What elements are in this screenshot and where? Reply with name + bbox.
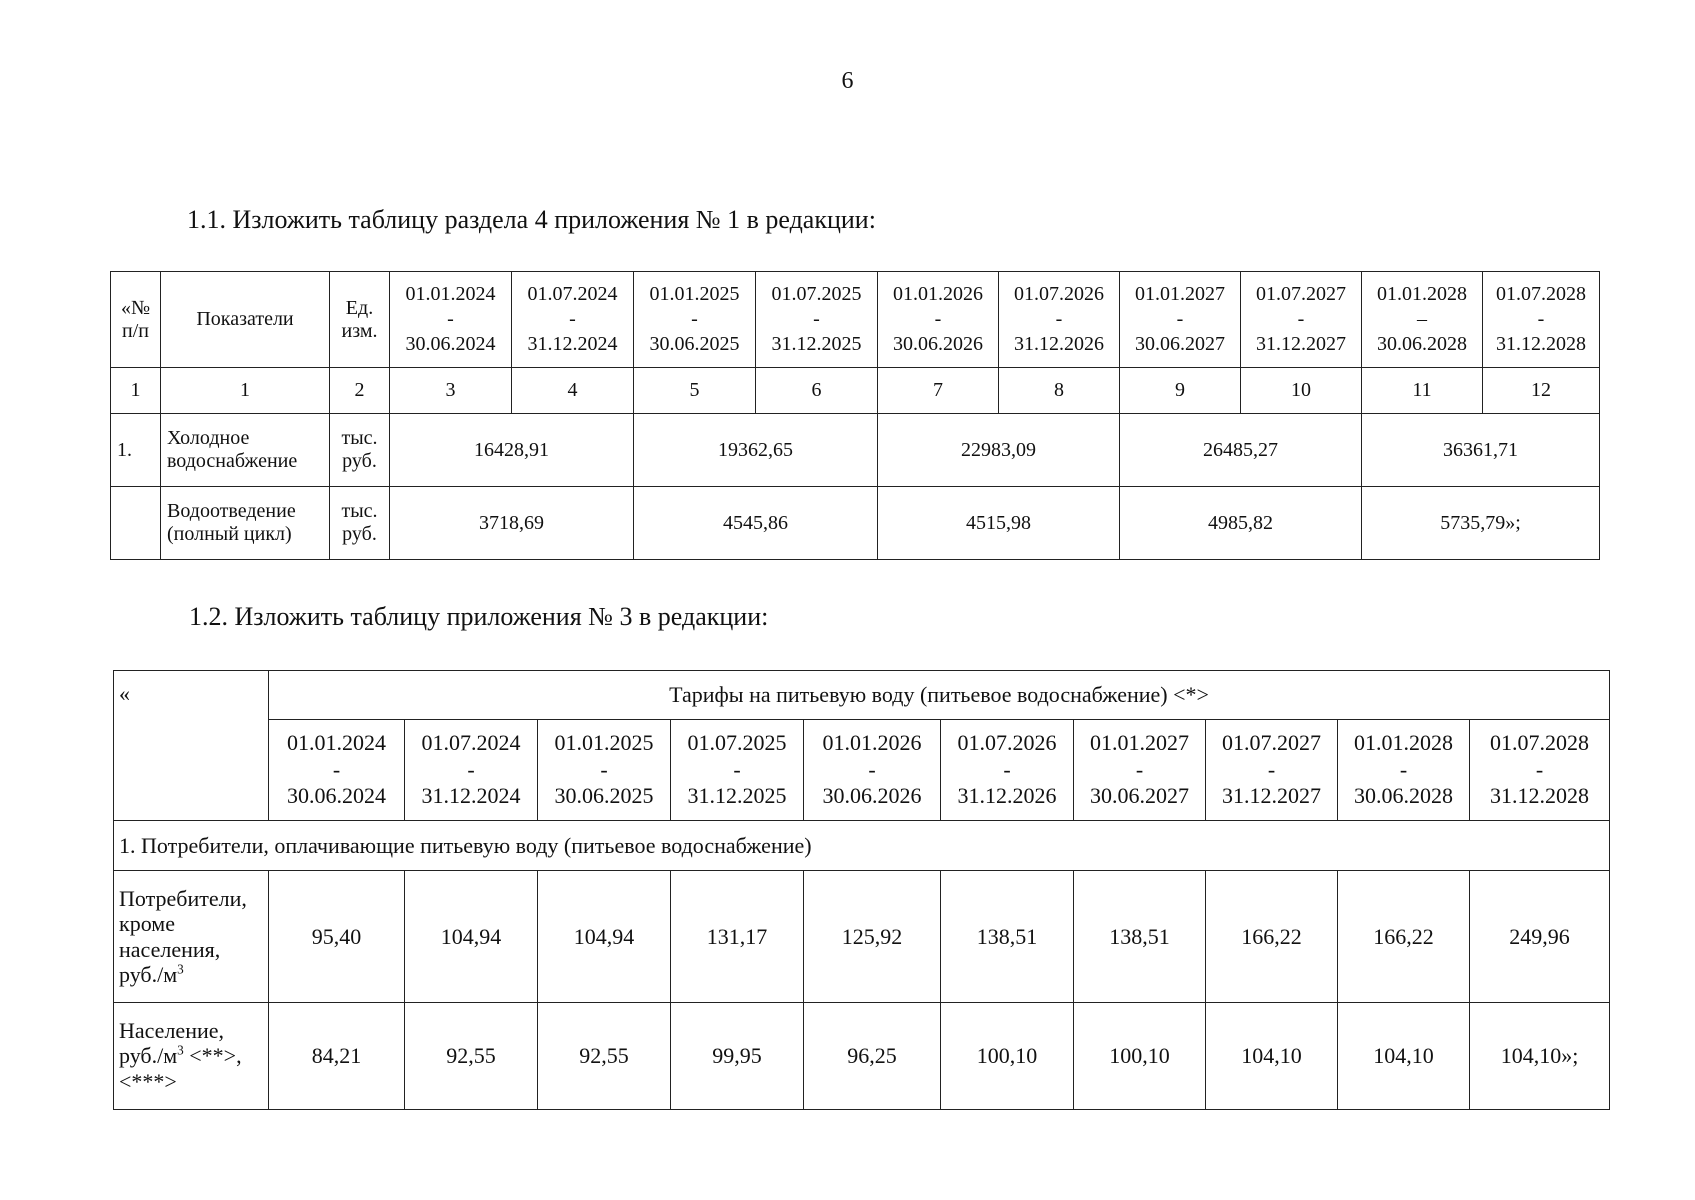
row-value: 96,25 [804, 1003, 941, 1110]
header-period: 01.01.2026 - 30.06.2026 [878, 272, 999, 368]
row-num: 1. [111, 414, 161, 487]
header-period: 01.07.2028 - 31.12.2028 [1483, 272, 1600, 368]
header-period: 01.01.2024 - 30.06.2024 [269, 720, 405, 821]
table-title-row [114, 671, 1610, 720]
row-indicator: Холодное водоснабжение [161, 414, 330, 487]
row-value: 100,10 [941, 1003, 1074, 1110]
row-value: 4515,98 [878, 487, 1120, 560]
header-num: «№ п/п [111, 272, 161, 368]
header-period: 01.07.2028 - 31.12.2028 [1470, 720, 1610, 821]
header-period: 01.07.2027 - 31.12.2027 [1241, 272, 1362, 368]
section-2-heading: 1.2. Изложить таблицу приложения № 3 в редакции: [189, 602, 769, 631]
header-period: 01.01.2026 - 30.06.2026 [804, 720, 941, 821]
table-header-row [111, 272, 1600, 368]
row-value: 4985,82 [1120, 487, 1362, 560]
row-value: 249,96 [1470, 871, 1610, 1003]
row-value: 19362,65 [634, 414, 878, 487]
header-period: 01.07.2025 - 31.12.2025 [671, 720, 804, 821]
column-index: 6 [756, 368, 878, 414]
header-period: 01.01.2024 - 30.06.2024 [390, 272, 512, 368]
header-period: 01.01.2025 - 30.06.2025 [538, 720, 671, 821]
row-value: 95,40 [269, 871, 405, 1003]
row-value: 104,10»; [1470, 1003, 1610, 1110]
section-1-heading: 1.1. Изложить таблицу раздела 4 приложения № 1 в редакции: [187, 205, 876, 234]
table-row [111, 414, 1600, 487]
column-index: 7 [878, 368, 999, 414]
table-title: Тарифы на питьевую воду (питьевое водоснабжение) <*> [269, 671, 1610, 720]
row-value: 131,17 [671, 871, 804, 1003]
column-index: 3 [390, 368, 512, 414]
row-value: 166,22 [1206, 871, 1338, 1003]
table-header-row [114, 720, 1610, 821]
row-value: 26485,27 [1120, 414, 1362, 487]
header-period: 01.01.2028 - 30.06.2028 [1338, 720, 1470, 821]
row-label: Население, $руб./м^3$ <**>, <***> [114, 1003, 269, 1110]
row-value: 125,92 [804, 871, 941, 1003]
section-row [114, 821, 1610, 871]
row-value: 16428,91 [390, 414, 634, 487]
table-row [114, 871, 1610, 1003]
header-period: 01.01.2025 - 30.06.2025 [634, 272, 756, 368]
row-indicator: Водоотведение (полный цикл) [161, 487, 330, 560]
row-num [111, 487, 161, 560]
header-period: 01.07.2026 - 31.12.2026 [999, 272, 1120, 368]
column-index: 1 [161, 368, 330, 414]
column-index: 1 [111, 368, 161, 414]
row-value: 84,21 [269, 1003, 405, 1110]
row-value: 104,94 [405, 871, 538, 1003]
row-value: 104,94 [538, 871, 671, 1003]
header-period: 01.07.2027 - 31.12.2027 [1206, 720, 1338, 821]
row-value: 5735,79»; [1362, 487, 1600, 560]
header-period: 01.01.2027 - 30.06.2027 [1120, 272, 1241, 368]
header-period: 01.07.2024 - 31.12.2024 [512, 272, 634, 368]
column-index-row [111, 368, 1600, 414]
row-value: 100,10 [1074, 1003, 1206, 1110]
column-index: 8 [999, 368, 1120, 414]
column-index: 12 [1483, 368, 1600, 414]
header-period: 01.07.2026 - 31.12.2026 [941, 720, 1074, 821]
header-period: 01.07.2024 - 31.12.2024 [405, 720, 538, 821]
column-index: 4 [512, 368, 634, 414]
header-indicator: Показатели [161, 272, 330, 368]
row-value: 92,55 [405, 1003, 538, 1110]
row-unit: тыс. руб. [330, 487, 390, 560]
tariffs-table [113, 670, 1610, 1110]
table-row [114, 1003, 1610, 1110]
financial-needs-table [110, 271, 1600, 560]
column-index: 9 [1120, 368, 1241, 414]
header-unit: Ед. изм. [330, 272, 390, 368]
section-label: 1. Потребители, оплачивающие питьевую воду (питьевое водоснабжение) [114, 821, 1610, 871]
row-value: 4545,86 [634, 487, 878, 560]
row-value: 22983,09 [878, 414, 1120, 487]
row-unit: тыс. руб. [330, 414, 390, 487]
column-index: 10 [1241, 368, 1362, 414]
row-value: 138,51 [941, 871, 1074, 1003]
row-value: 99,95 [671, 1003, 804, 1110]
row-value: 92,55 [538, 1003, 671, 1110]
row-value: 166,22 [1338, 871, 1470, 1003]
header-period: 01.07.2025 - 31.12.2025 [756, 272, 878, 368]
corner-quote: « [114, 671, 269, 821]
row-value: 36361,71 [1362, 414, 1600, 487]
header-period: 01.01.2028 – 30.06.2028 [1362, 272, 1483, 368]
column-index: 11 [1362, 368, 1483, 414]
row-value: 138,51 [1074, 871, 1206, 1003]
column-index: 2 [330, 368, 390, 414]
row-value: 104,10 [1206, 1003, 1338, 1110]
row-value: 104,10 [1338, 1003, 1470, 1110]
row-label: Потребители, кроме населения, $руб./м^3$ [114, 871, 269, 1003]
column-index: 5 [634, 368, 756, 414]
header-period: 01.01.2027 - 30.06.2027 [1074, 720, 1206, 821]
row-value: 3718,69 [390, 487, 634, 560]
table-row [111, 487, 1600, 560]
page-number: 6 [841, 68, 854, 94]
